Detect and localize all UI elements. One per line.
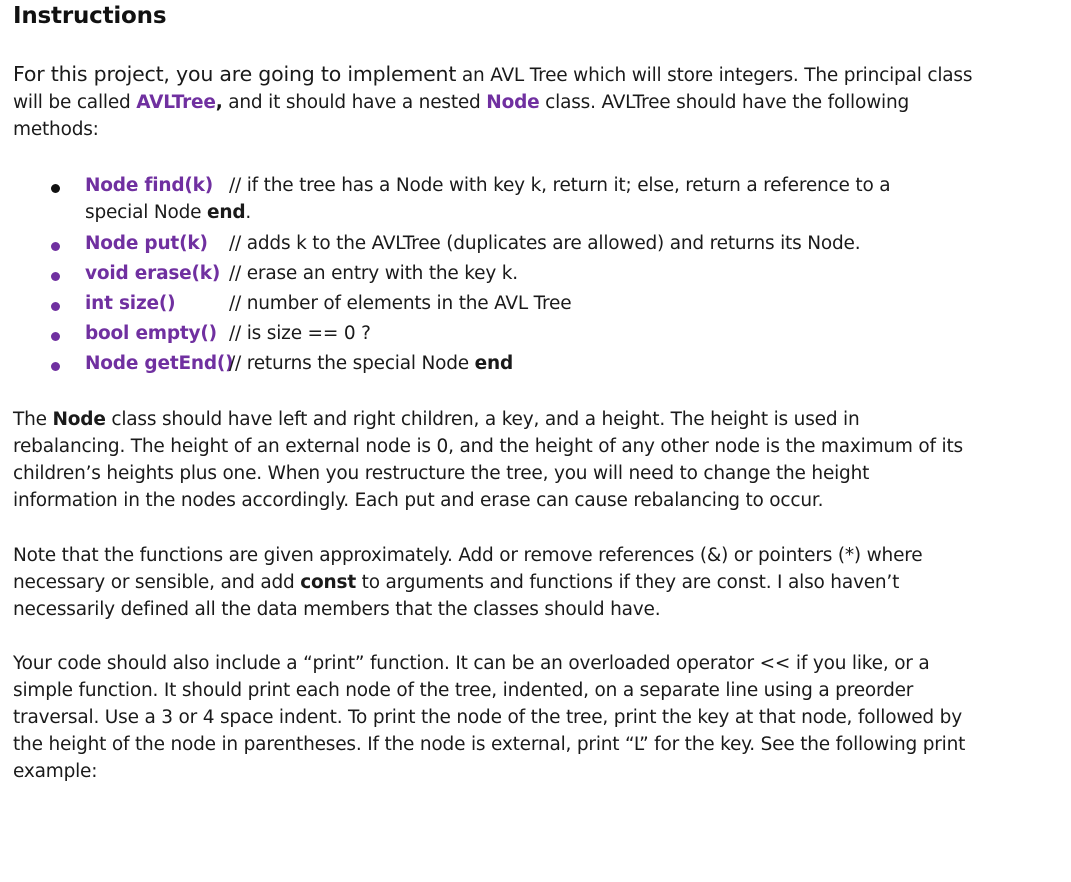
node-keyword: Node: [52, 409, 106, 430]
class-name-node: Node: [486, 92, 540, 113]
method-signature: Node find(k): [85, 175, 214, 196]
intro-text-3: class. AVLTree should have the following methods:: [13, 92, 910, 140]
method-comment: [229, 353, 513, 374]
bullet-icon: [51, 332, 60, 341]
intro-text-2: and it should have a nested: [222, 92, 487, 113]
bullet-icon: [51, 184, 60, 193]
bullet-icon: [51, 302, 60, 311]
bullet-icon: [51, 242, 60, 251]
method-signature: bool empty(): [85, 323, 217, 344]
intro-text-1: an AVL Tree which will store integers. The principal class will be called: [13, 65, 973, 113]
class-name-avltree: AVLTree: [136, 92, 216, 113]
bullet-icon: [51, 362, 60, 371]
bullet-icon: [51, 272, 60, 281]
continuation-period: .: [245, 202, 252, 223]
method-comment: // number of elements in the AVL Tree: [229, 293, 572, 314]
method-item: [13, 322, 973, 349]
method-item: [13, 262, 973, 289]
note-paragraph: [13, 542, 973, 623]
intro-paragraph: [13, 61, 973, 143]
note-para-text-1: Note that the functions are given approximately. Add or remove references (&) or pointers (*) where necessary or sensible, and add: [13, 545, 923, 593]
node-para-text-2: class should have left and right children, a key, and a height. The height is used in rebalancing. The height of an external node is 0, and the height of any other node is the maximum of its children’s heights plus one. When you restructure the tree, you will need to change the height information in the nodes accordingly. Each put and erase can cause rebalancing to occur.: [13, 409, 963, 511]
method-item: [13, 352, 973, 379]
method-signature: void erase(k): [85, 263, 221, 284]
intro-lead: For this project, you are going to implement: [13, 62, 457, 86]
method-item: [13, 174, 973, 228]
page-title: Instructions: [13, 3, 167, 29]
print-paragraph: Your code should also include a “print” function. It can be an overloaded operator << if you like, or a simple function. It should print each node of the tree, indented, on a separate line using a preorder traversal. Use a 3 or 4 space indent. To print the node of the tree, print the key at that node, followed by the height of the node in parentheses. If the node is external, print “L” for the key. See the following print example:: [13, 653, 966, 782]
method-item: [13, 292, 973, 319]
note-para-text-2: to arguments and functions if they are const. I also haven’t necessarily defined all the data members that the classes should have.: [13, 572, 900, 620]
method-signature: Node put(k): [85, 233, 208, 254]
comment-text: // returns the special Node: [229, 353, 475, 374]
end-keyword: end: [474, 353, 514, 374]
method-item: [13, 232, 973, 259]
node-para-text-1: The: [13, 409, 53, 430]
method-comment: // is size == 0 ?: [229, 323, 371, 344]
node-class-paragraph: [13, 406, 973, 514]
method-comment: // erase an entry with the key k.: [229, 263, 518, 284]
method-signature: int size(): [85, 293, 176, 314]
method-comment: // if the tree has a Node with key k, return it; else, return a reference to a: [229, 175, 891, 196]
const-keyword: const: [300, 572, 356, 593]
intro-comma: ,: [215, 92, 223, 113]
method-comment: // adds k to the AVLTree (duplicates are allowed) and returns its Node.: [229, 233, 861, 254]
method-signature: Node getEnd(): [85, 353, 234, 374]
end-keyword: end: [207, 202, 246, 223]
method-comment-continuation: [85, 202, 251, 223]
continuation-text: special Node: [85, 202, 207, 223]
